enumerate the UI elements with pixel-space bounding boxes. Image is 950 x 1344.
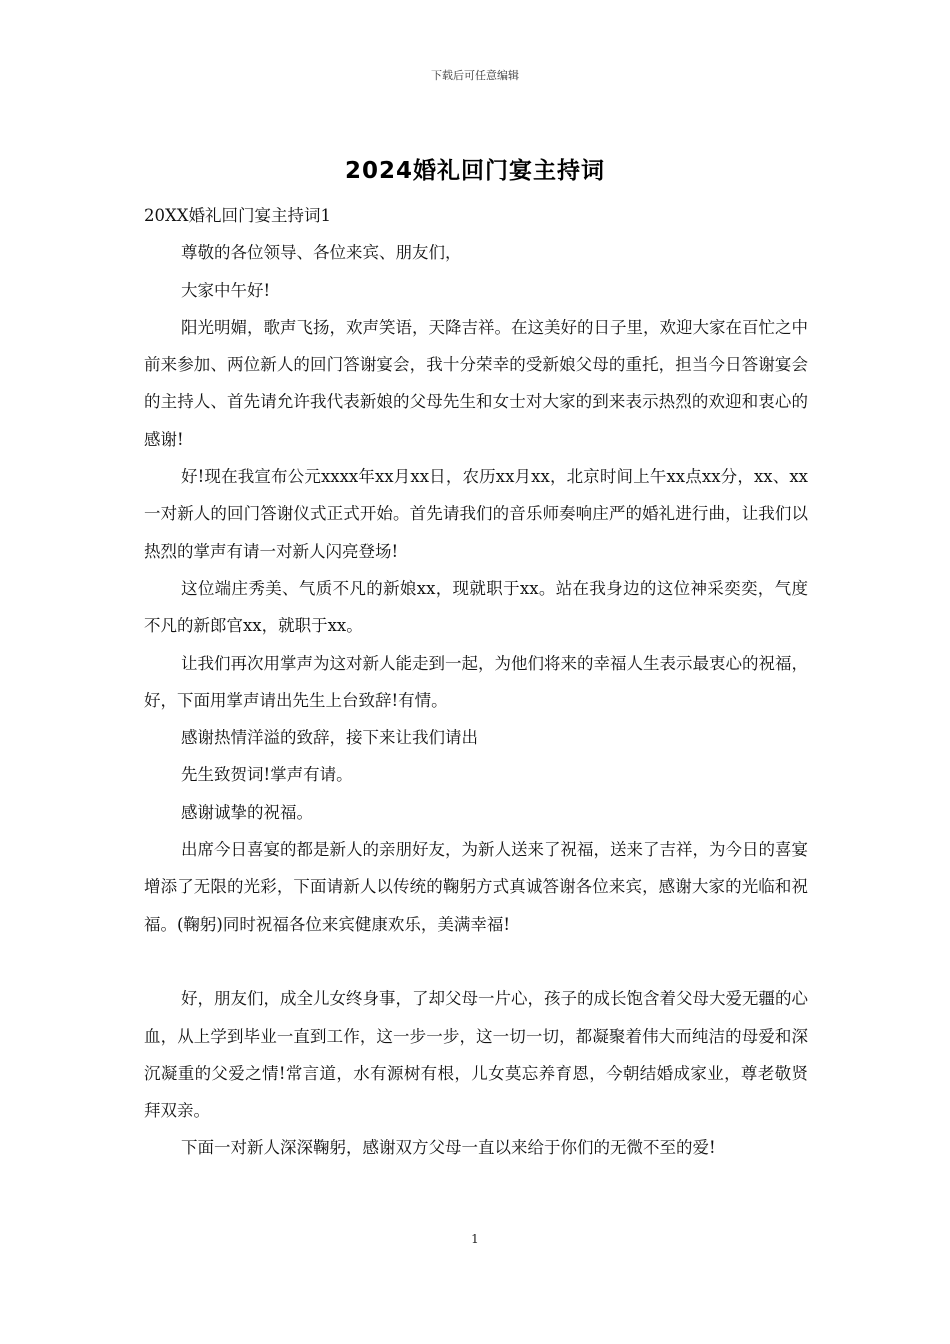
- paragraph-bow-guests: 出席今日喜宴的都是新人的亲朋好友，为新人送来了祝福，送来了吉祥，为今日的喜宴增添了无限的光彩，下面请新人以传统的鞠躬方式真诚答谢各位来宾，感谢大家的光临和祝福。(鞠躬)同时祝福各位来宾健康欢乐，美满幸福!: [144, 840, 808, 934]
- paragraph-ceremony-start: 好!现在我宣布公元xxxx年xx月xx日，农历xx月xx，北京时间上午xx点xx分，xx、xx一对新人的回门答谢仪式正式开始。首先请我们的音乐师奏响庄严的婚礼进行曲，让我们以热烈的掌声有请一对新人闪亮登场!: [144, 467, 808, 561]
- header-note: 下载后可任意编辑: [431, 69, 519, 82]
- paragraph-thanks-speech: 感谢热情洋溢的致辞，接下来让我们请出: [181, 728, 478, 748]
- paragraph-good-noon: 大家中午好!: [181, 280, 271, 300]
- page-number: 1: [471, 1232, 479, 1246]
- paragraph-thanks-blessing: 感谢诚挚的祝福。: [181, 802, 313, 822]
- paragraph-introduce-couple: 这位端庄秀美、气质不凡的新娘xx，现就职于xx。站在我身边的这位神采奕奕，气度不凡的新郎官xx，就职于xx。: [144, 578, 808, 636]
- document-title: 2024婚礼回门宴主持词: [344, 158, 605, 184]
- paragraph-welcome: 阳光明媚，歌声飞扬，欢声笑语，天降吉祥。在这美好的日子里，欢迎大家在百忙之中前来参加、两位新人的回门答谢宴会，我十分荣幸的受新娘父母的重托，担当今日答谢宴会的主持人、首先请允许我代表新娘的父母先生和女士对大家的到来表示热烈的欢迎和衷心的感谢!: [144, 317, 808, 449]
- paragraph-applause: 让我们再次用掌声为这对新人能走到一起，为他们将来的幸福人生表示最衷心的祝福，好，下面用掌声请出先生上台致辞!有情。: [144, 653, 808, 710]
- paragraph-parents: 好，朋友们，成全儿女终身事，了却父母一片心，孩子的成长饱含着父母大爱无疆的心血，从上学到毕业一直到工作，这一步一步，这一切一切，都凝聚着伟大而纯洁的母爱和深沉凝重的父爱之情!常言道，水有源树有根，儿女莫忘养育恩，今朝结婚成家业，尊老敬贤拜双亲。: [144, 989, 808, 1121]
- paragraph-congrats: 先生致贺词!掌声有请。: [181, 765, 353, 785]
- paragraph-bow-parents: 下面一对新人深深鞠躬，感谢双方父母一直以来给于你们的无微不至的爱!: [181, 1138, 716, 1158]
- paragraph-greeting: 尊敬的各位领导、各位来宾、朋友们，: [181, 243, 462, 263]
- document-body: [144, 197, 808, 1167]
- subtitle-paragraph: 20XX婚礼回门宴主持词1: [144, 206, 331, 225]
- blank-line: [144, 943, 808, 980]
